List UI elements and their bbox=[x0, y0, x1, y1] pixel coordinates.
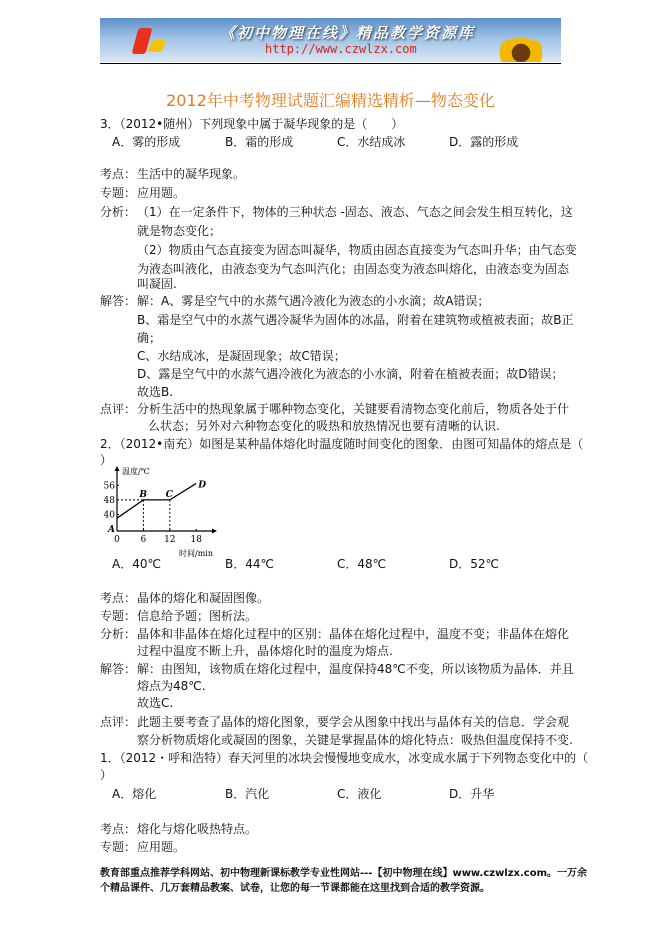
jieda-line: 熔点为48℃. bbox=[137, 679, 206, 693]
jieda-line: C、水结成冰，是凝固现象；故C错误； bbox=[137, 349, 346, 363]
jieda-line: B、霜是空气中的水蒸气遇冷凝华为固体的冰晶，附着在建筑物或植被表面；故B正 bbox=[137, 313, 574, 327]
option-c: C．水结成冰 bbox=[337, 135, 406, 149]
option-c: C．液化 bbox=[337, 787, 382, 801]
zhuanti-text: 应用题。 bbox=[137, 186, 186, 200]
x-axis-label: 时间/min bbox=[179, 549, 213, 557]
fenxi-line: 就是物态变化； bbox=[137, 224, 222, 238]
footer-line: 教育部重点推荐学科网站、初中物理新课标教学专业性网站---【初中物理在线】www.czwlzx.com。一万余 bbox=[100, 868, 588, 879]
label-zhuanti: 专题： bbox=[100, 840, 137, 854]
dianping-line: 么状态；另外对六种物态变化的吸热和放热情况也要有清晰的认识. bbox=[148, 419, 500, 433]
y-tick-label: 40 bbox=[103, 510, 115, 521]
logo-accent bbox=[147, 40, 167, 52]
question-stem-end: ） bbox=[100, 453, 113, 467]
kaodian-text: 生活中的凝华现象。 bbox=[137, 167, 246, 181]
question-stem: 1．（2012・呼和浩特）春天河里的冰块会慢慢地变成水，冰变成水属于下列物态变化中的（ bbox=[100, 751, 589, 765]
label-fenxi: 分析： bbox=[100, 627, 137, 641]
option-d: D．露的形成 bbox=[449, 135, 519, 149]
option-a: A．40℃ bbox=[112, 557, 161, 571]
fenxi-line: 过程中温度不断上升，晶体熔化时的温度为熔点. bbox=[137, 644, 393, 658]
fenxi-line: 为液态叫液化，由液态变为气态叫汽化；由固态变为液态叫熔化，由液态变为固态 bbox=[137, 262, 570, 276]
option-a: A．熔化 bbox=[112, 787, 157, 801]
label-fenxi: 分析： bbox=[100, 205, 137, 219]
option-a: A．雾的形成 bbox=[112, 135, 181, 149]
banner-title: 《初中物理在线》精品教学资源库 bbox=[220, 24, 476, 42]
point-label: C bbox=[165, 489, 173, 500]
page-title: 2012年中考物理试题汇编精选精析—物态变化 bbox=[166, 91, 495, 110]
jieda-line: 故选C. bbox=[137, 696, 174, 710]
question-stem: 2．（2012•南充）如图是某种晶体熔化时温度随时间变化的图象．由图可知晶体的熔点是（ bbox=[100, 437, 584, 451]
label-kaodian: 考点： bbox=[100, 167, 137, 181]
label-dianping: 点评： bbox=[100, 402, 137, 416]
y-axis-label: 温度/℃ bbox=[122, 467, 150, 476]
x-tick-label: 18 bbox=[190, 535, 202, 545]
label-zhuanti: 专题： bbox=[100, 609, 137, 623]
option-b: B．汽化 bbox=[225, 787, 270, 801]
y-tick-label: 56 bbox=[103, 481, 115, 492]
fenxi-line: 叫凝固. bbox=[137, 277, 177, 291]
header-divider bbox=[100, 63, 561, 64]
melting-chart bbox=[95, 465, 220, 557]
sunflower-image bbox=[495, 38, 547, 62]
zhuanti-text: 应用题。 bbox=[137, 840, 186, 854]
point-label: B bbox=[139, 489, 148, 500]
option-d: D．升华 bbox=[449, 787, 495, 801]
question-stem-end: ） bbox=[100, 768, 113, 782]
x-tick-label: 12 bbox=[164, 535, 176, 545]
kaodian-text: 晶体的熔化和凝固图像。 bbox=[137, 591, 270, 605]
jieda-line: 故选B. bbox=[137, 385, 174, 399]
fenxi-line: （1）在一定条件下，物体的三种状态 -固态、液态、气态之间会发生相互转化，这 bbox=[137, 205, 573, 219]
kaodian-text: 熔化与熔化吸热特点。 bbox=[137, 822, 258, 836]
option-b: B．44℃ bbox=[225, 557, 274, 571]
zhuanti-text: 信息给予题；图析法。 bbox=[137, 609, 258, 623]
jieda-line: 确； bbox=[137, 331, 162, 345]
option-d: D．52℃ bbox=[449, 557, 499, 571]
dianping-line: 分析生活中的热现象属于哪种物态变化，关键要看清物态变化前后，物质各处于什 bbox=[137, 402, 570, 416]
fenxi-line: 晶体和非晶体在熔化过程中的区别：晶体在熔化过程中，温度不变；非晶体在熔化 bbox=[137, 627, 570, 641]
fenxi-line: （2）物质由气态直接变为固态叫凝华，物质由固态直接变为气态叫升华；由气态变 bbox=[137, 243, 577, 257]
label-jieda: 解答： bbox=[100, 294, 137, 308]
option-c: C．48℃ bbox=[337, 557, 387, 571]
option-b: B．霜的形成 bbox=[225, 135, 294, 149]
jieda-line: 解：A、雾是空气中的水蒸气遇冷液化为液态的小水滴；故A错误； bbox=[137, 294, 490, 308]
dianping-line: 此题主要考查了晶体的熔化图象，要学会从图象中找出与晶体有关的信息．学会观 bbox=[137, 715, 570, 729]
point-label: A bbox=[108, 525, 115, 536]
jieda-line: D、露是空气中的水蒸气遇冷液化为液态的小水滴，附着在植被表面；故D错误； bbox=[137, 367, 564, 381]
footer-line: 个精品课件、几万套精品教案、试卷，让您的每一节课都能在这里找到合适的教学资源。 bbox=[100, 883, 490, 894]
x-tick-label: 6 bbox=[140, 535, 147, 545]
banner-url: http://www.czwlzx.com bbox=[265, 42, 417, 56]
temperature-line bbox=[117, 483, 196, 518]
x-axis-arrow bbox=[212, 529, 217, 534]
x-tick-label: 0 bbox=[114, 535, 120, 545]
label-kaodian: 考点： bbox=[100, 822, 137, 836]
label-jieda: 解答： bbox=[100, 662, 137, 676]
header-banner bbox=[100, 18, 561, 62]
y-axis-arrow bbox=[115, 466, 120, 471]
label-dianping: 点评： bbox=[100, 715, 137, 729]
dianping-line: 察分析物质熔化或凝固的图象，关键是掌握晶体的熔化特点：吸热但温度保持不变. bbox=[137, 733, 573, 747]
label-zhuanti: 专题： bbox=[100, 186, 137, 200]
label-kaodian: 考点： bbox=[100, 591, 137, 605]
question-stem: 3．（2012•随州）下列现象中属于凝华现象的是（ ） bbox=[100, 117, 404, 131]
point-label: D bbox=[198, 480, 207, 491]
y-tick-label: 48 bbox=[103, 495, 115, 506]
jieda-line: 解：由图知，该物质在熔化过程中，温度保持48℃不变，所以该物质为晶体．并且 bbox=[137, 662, 574, 676]
